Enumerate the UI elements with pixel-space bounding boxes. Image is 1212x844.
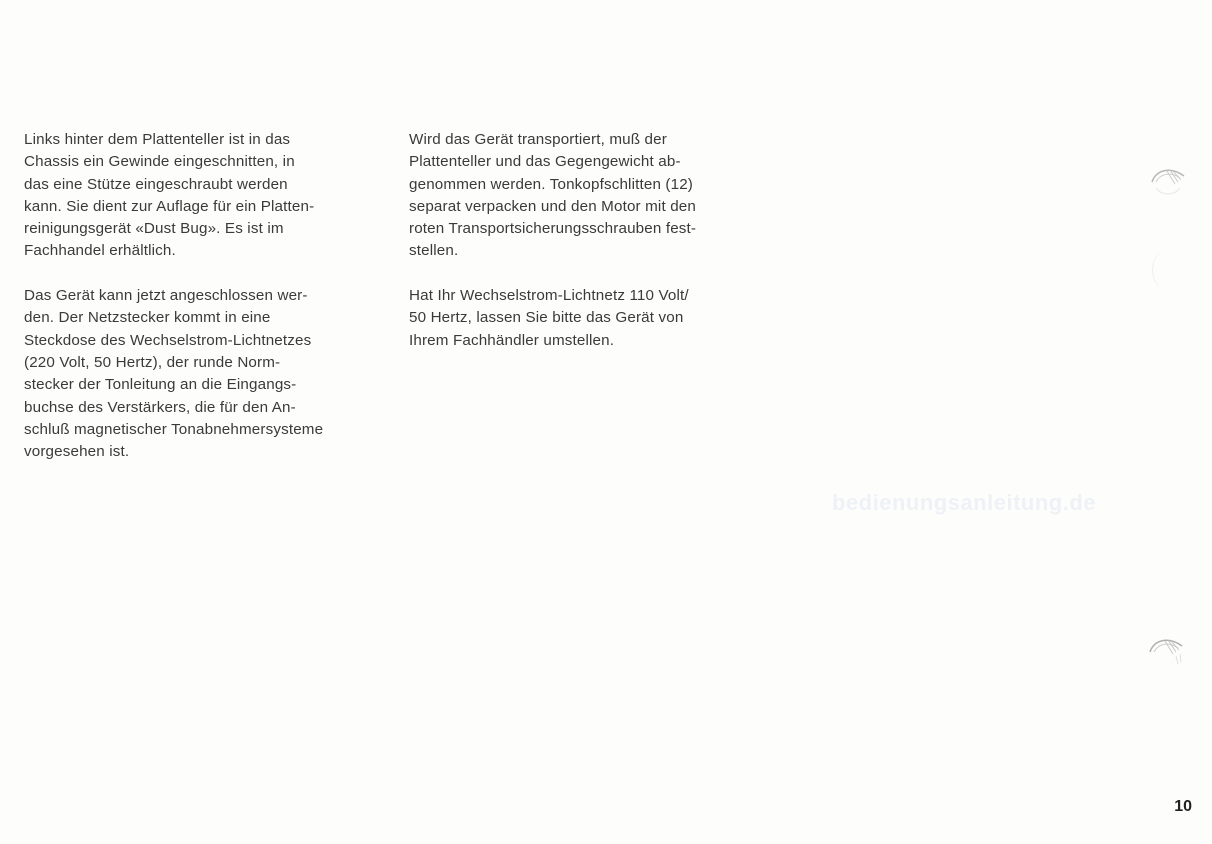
text-line: Hat Ihr Wechselstrom-Lichtnetz 110 Volt/ — [409, 287, 689, 305]
punch-hole-icon — [1148, 160, 1188, 200]
text-line: buchse des Verstärkers, die für den An- — [24, 398, 296, 416]
paper-mark — [1152, 250, 1183, 290]
text-line: den. Der Netzstecker kommt in eine — [24, 309, 271, 327]
text-line: 50 Hertz, lassen Sie bitte das Gerät von — [409, 309, 684, 327]
left-column — [24, 129, 384, 463]
text-line: (220 Volt, 50 Hertz), der runde Norm- — [24, 353, 281, 371]
text-line: kann. Sie dient zur Auflage für ein Platten- — [24, 197, 315, 215]
text-line: Plattenteller und das Gegengewicht ab- — [409, 153, 681, 171]
text-line: Wird das Gerät transportiert, muß der — [409, 131, 667, 148]
text-line: Ihrem Fachhändler umstellen. — [409, 331, 615, 349]
left-paragraph-1 — [24, 129, 384, 263]
right-paragraph-2 — [409, 285, 769, 352]
text-line: reinigungsgerät «Dust Bug». Es ist im — [24, 220, 284, 238]
punch-hole-icon — [1146, 632, 1186, 672]
text-line: separat verpacken und den Motor mit den — [409, 197, 696, 215]
right-paragraph-1 — [409, 129, 769, 263]
page-number: 10 — [1174, 798, 1192, 815]
text-line: genommen werden. Tonkopfschlitten (12) — [409, 175, 694, 193]
text-line: roten Transportsicherungsschrauben fest- — [409, 220, 697, 238]
right-column — [409, 129, 769, 352]
text-line: Links hinter dem Plattenteller ist in das — [24, 131, 291, 148]
text-line: stecker der Tonleitung an die Eingangs- — [24, 376, 297, 394]
text-line: Das Gerät kann jetzt angeschlossen wer- — [24, 287, 308, 305]
text-line: vorgesehen ist. — [24, 443, 130, 461]
text-line: Steckdose des Wechselstrom-Lichtnetzes — [24, 331, 312, 349]
paragraph-gap — [409, 263, 769, 285]
text-line: Fachhandel erhältlich. — [24, 242, 176, 260]
text-line: stellen. — [409, 242, 459, 260]
watermark: bedienungsanleitung.de — [832, 490, 1097, 515]
text-line: schluß magnetischer Tonabnehmersysteme — [24, 420, 324, 438]
text-line: Chassis ein Gewinde eingeschnitten, in — [24, 153, 295, 171]
text-line: das eine Stütze eingeschraubt werden — [24, 175, 288, 193]
paragraph-gap — [24, 263, 384, 285]
left-paragraph-2 — [24, 285, 384, 463]
